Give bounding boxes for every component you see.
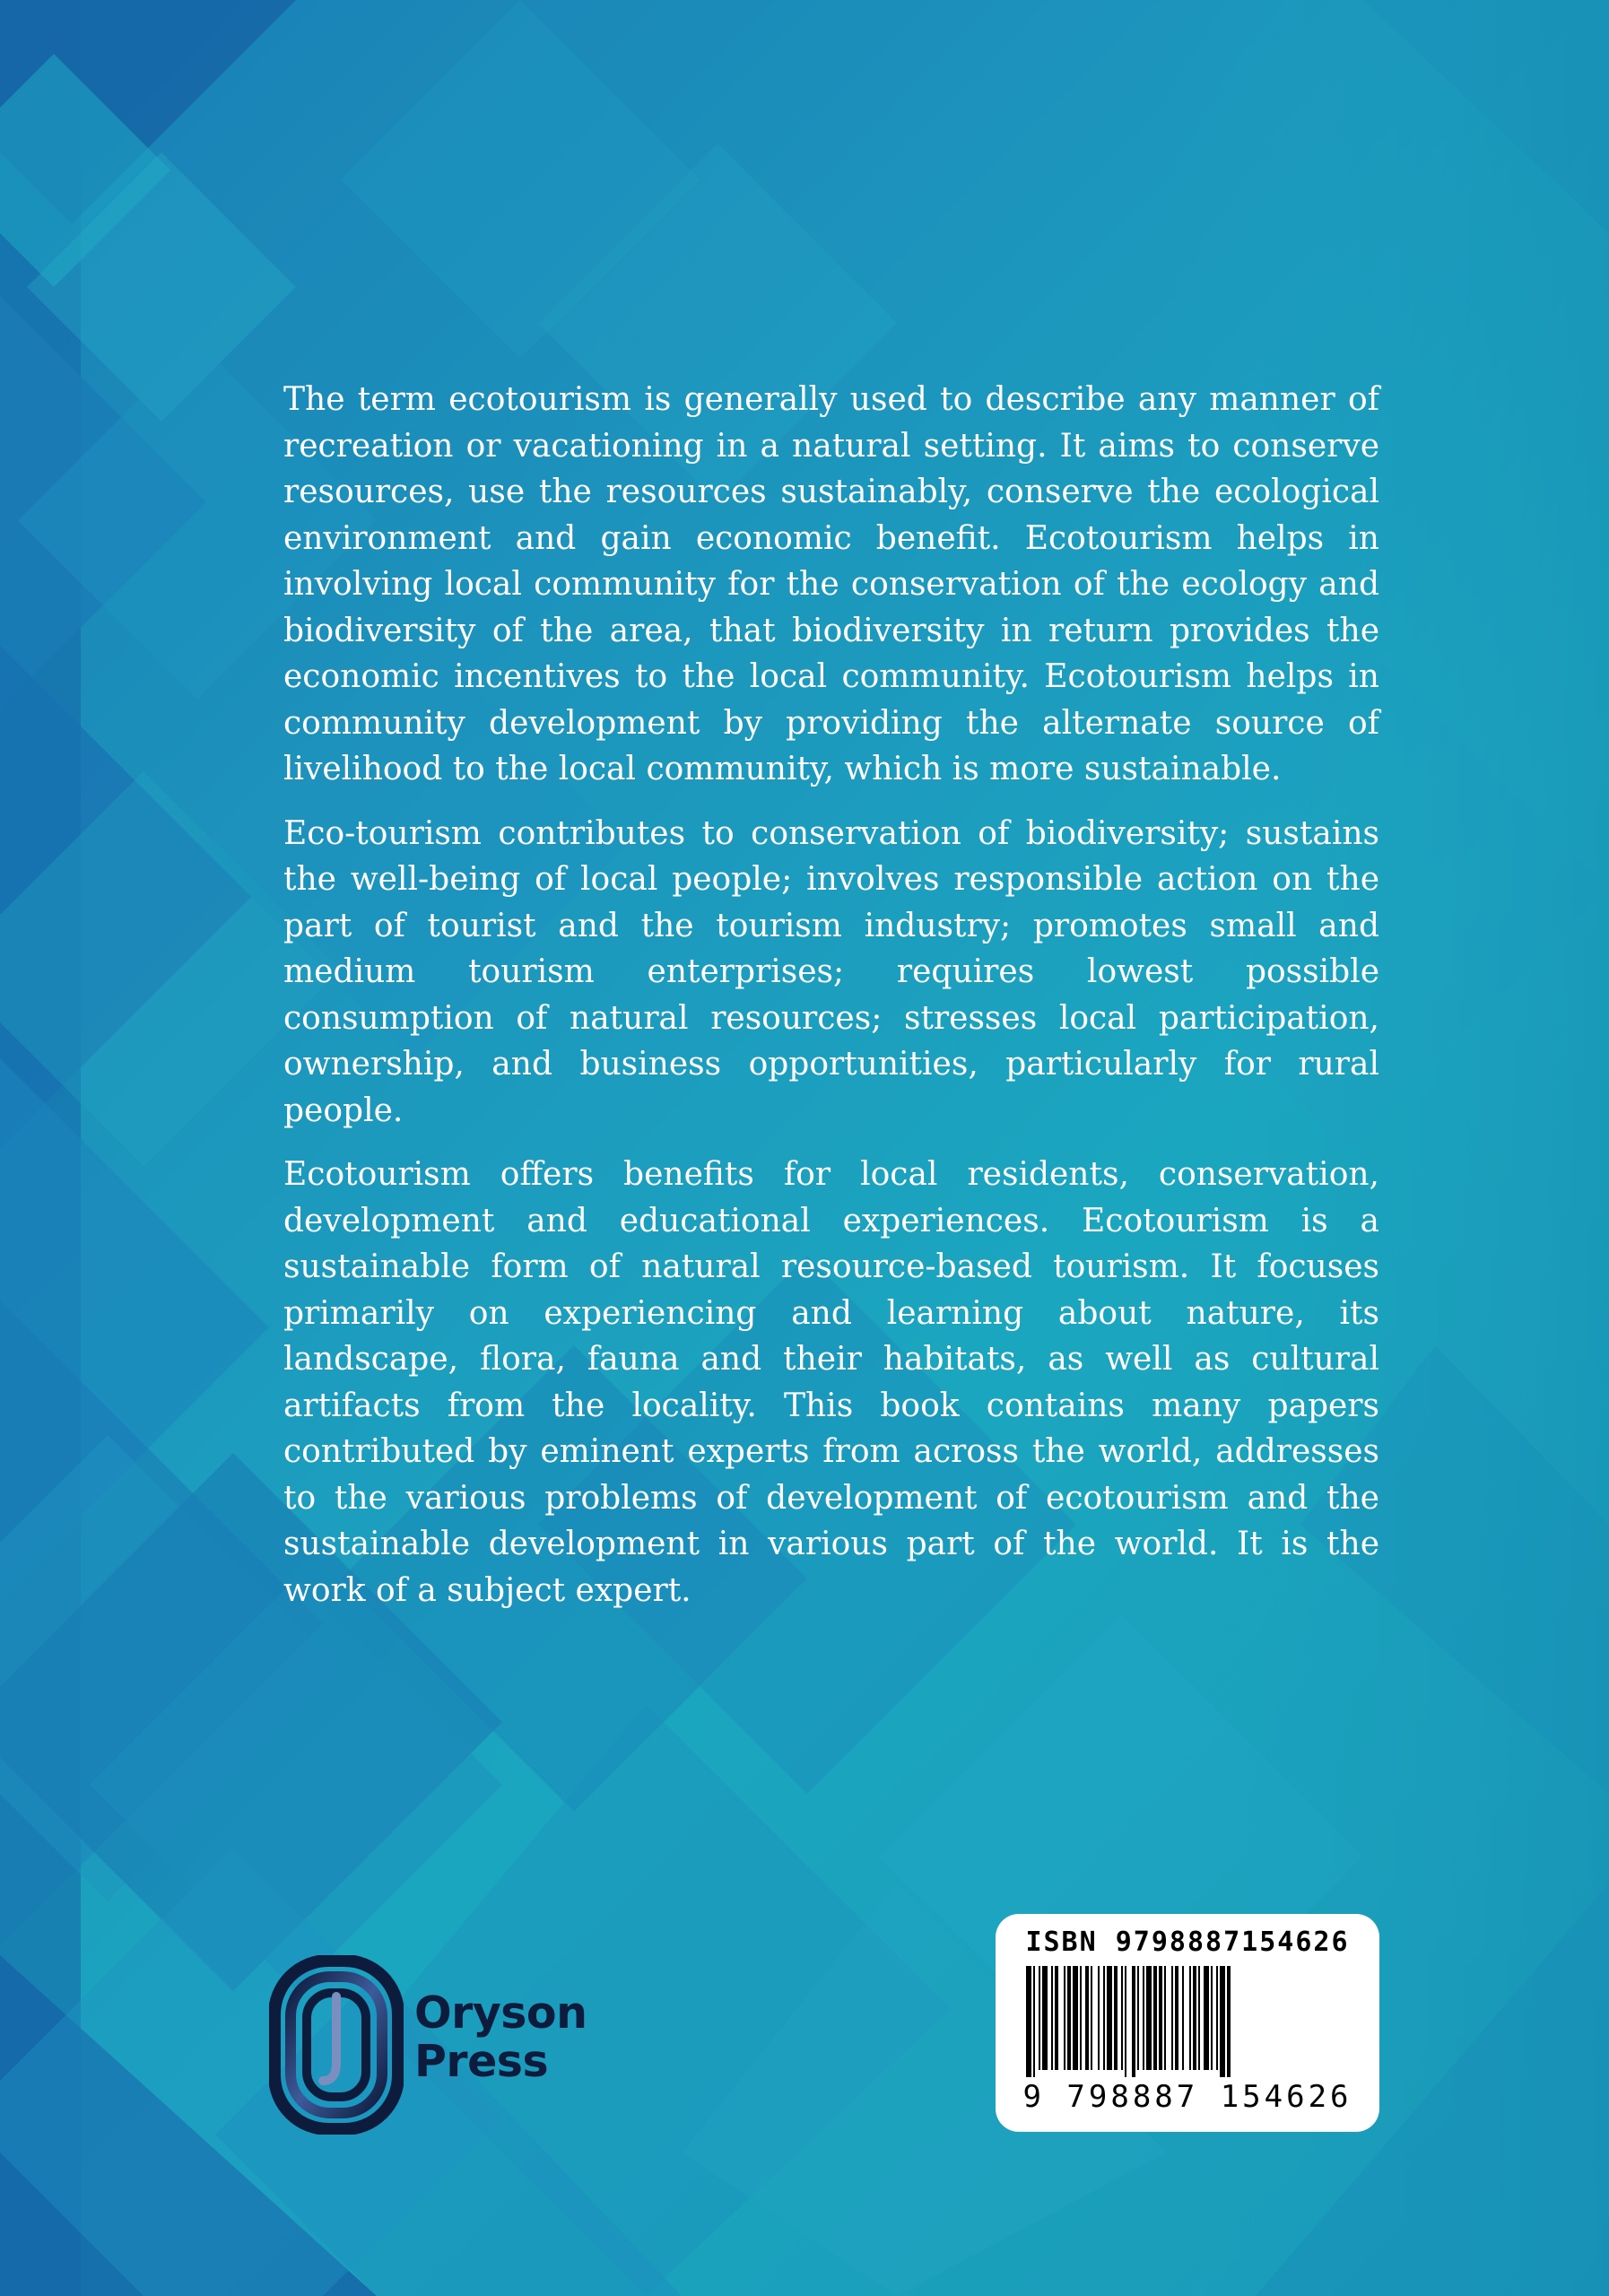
barcode-bar — [1198, 1966, 1200, 2070]
barcode-bar — [1091, 1966, 1092, 2070]
barcode-bar — [1132, 1966, 1135, 2077]
publisher-name — [414, 1989, 587, 2086]
barcode-bar — [1159, 1966, 1162, 2070]
barcode-bar — [1220, 1966, 1225, 2077]
barcode-bar — [1085, 1966, 1089, 2070]
barcode-bar — [1051, 1966, 1053, 2070]
barcode-bar — [1026, 1966, 1031, 2077]
barcode-bar — [1107, 1966, 1112, 2070]
barcode-bar — [1039, 1966, 1040, 2070]
blurb-paragraph-1: The term ecotourism is generally used to describe any manner of recreation or vacationing in a natural setting. It aims to conserve resources, use the resources sustainably, conserve the ecological environment and gain economic benefit. Ecotourism helps in involving local community for the conservation of the ecology and biodiversity of the area, that biodiversity in return provides the economic incentives to the local community. Ecotourism helps in community development by providing the alternate source of livelihood to the local community, which is more sustainable. — [283, 381, 1379, 787]
blurb-paragraph-3: Ecotourism offers benefits for local residents, conservation, development and educational experiences. Ecotourism is a sustainable form of natural resource-based tourism. It focuses primarily on experiencing and learning about nature, its landscape, flora, fauna and their habitats, as well as cultural artifacts from the locality. This book contains many papers contributed by eminent experts from across the world, addresses to the various problems of development of ecotourism and the sustainable development in various part of the world. It is the work of a subject expert. — [283, 1156, 1379, 1609]
barcode-bar — [1064, 1966, 1065, 2070]
back-cover-blurb — [283, 377, 1379, 1631]
isbn-barcode-box — [996, 1914, 1379, 2132]
barcode-bar — [1193, 1966, 1196, 2070]
barcode-bar — [1103, 1966, 1105, 2070]
barcode-bar — [1121, 1966, 1123, 2070]
barcode-bar — [1042, 1966, 1048, 2070]
barcode-bar — [1189, 1966, 1191, 2070]
barcode-bar — [1175, 1966, 1178, 2070]
publisher-logo — [269, 1955, 610, 2135]
barcode-bar — [1211, 1966, 1213, 2070]
isbn-digits: 9 798887 154626 — [1022, 2079, 1352, 2115]
barcode-bar — [1182, 1966, 1184, 2070]
barcode-bar — [1204, 1966, 1209, 2070]
barcode-bar — [1216, 1966, 1218, 2070]
barcode-bar — [1033, 1966, 1035, 2077]
barcode-bar — [1146, 1966, 1152, 2070]
barcode-bar — [1055, 1966, 1058, 2070]
barcode-bar — [1114, 1966, 1118, 2070]
oryson-press-logo-icon — [269, 1955, 404, 2135]
isbn-label: ISBN 9798887154626 — [1025, 1926, 1350, 1958]
barcode-bar — [1098, 1966, 1100, 2070]
barcode-bar — [1164, 1966, 1166, 2070]
barcode-bar — [1137, 1966, 1139, 2070]
barcode — [1022, 1966, 1352, 2077]
barcode-bar — [1080, 1966, 1082, 2070]
publisher-name-line1: Oryson — [414, 1987, 587, 2039]
barcode-bar — [1171, 1966, 1173, 2070]
barcode-bar — [1067, 1966, 1071, 2070]
barcode-bar — [1073, 1966, 1078, 2070]
barcode-bar — [1153, 1966, 1157, 2070]
barcode-bar — [1143, 1966, 1144, 2070]
blurb-paragraph-2: Eco-tourism contributes to conservation of biodiversity; sustains the well-being of local people; involves responsible action on the part of tourist and the tourism industry; promotes small and medium tourism enterprises; requires lowest possible consumption of natural resources; stresses local participation, ownership, and business opportunities, particularly for rural people. — [283, 814, 1379, 1129]
publisher-name-line2: Press — [414, 2036, 549, 2087]
barcode-bar — [1227, 1966, 1231, 2077]
barcode-bar — [1125, 1966, 1126, 2077]
